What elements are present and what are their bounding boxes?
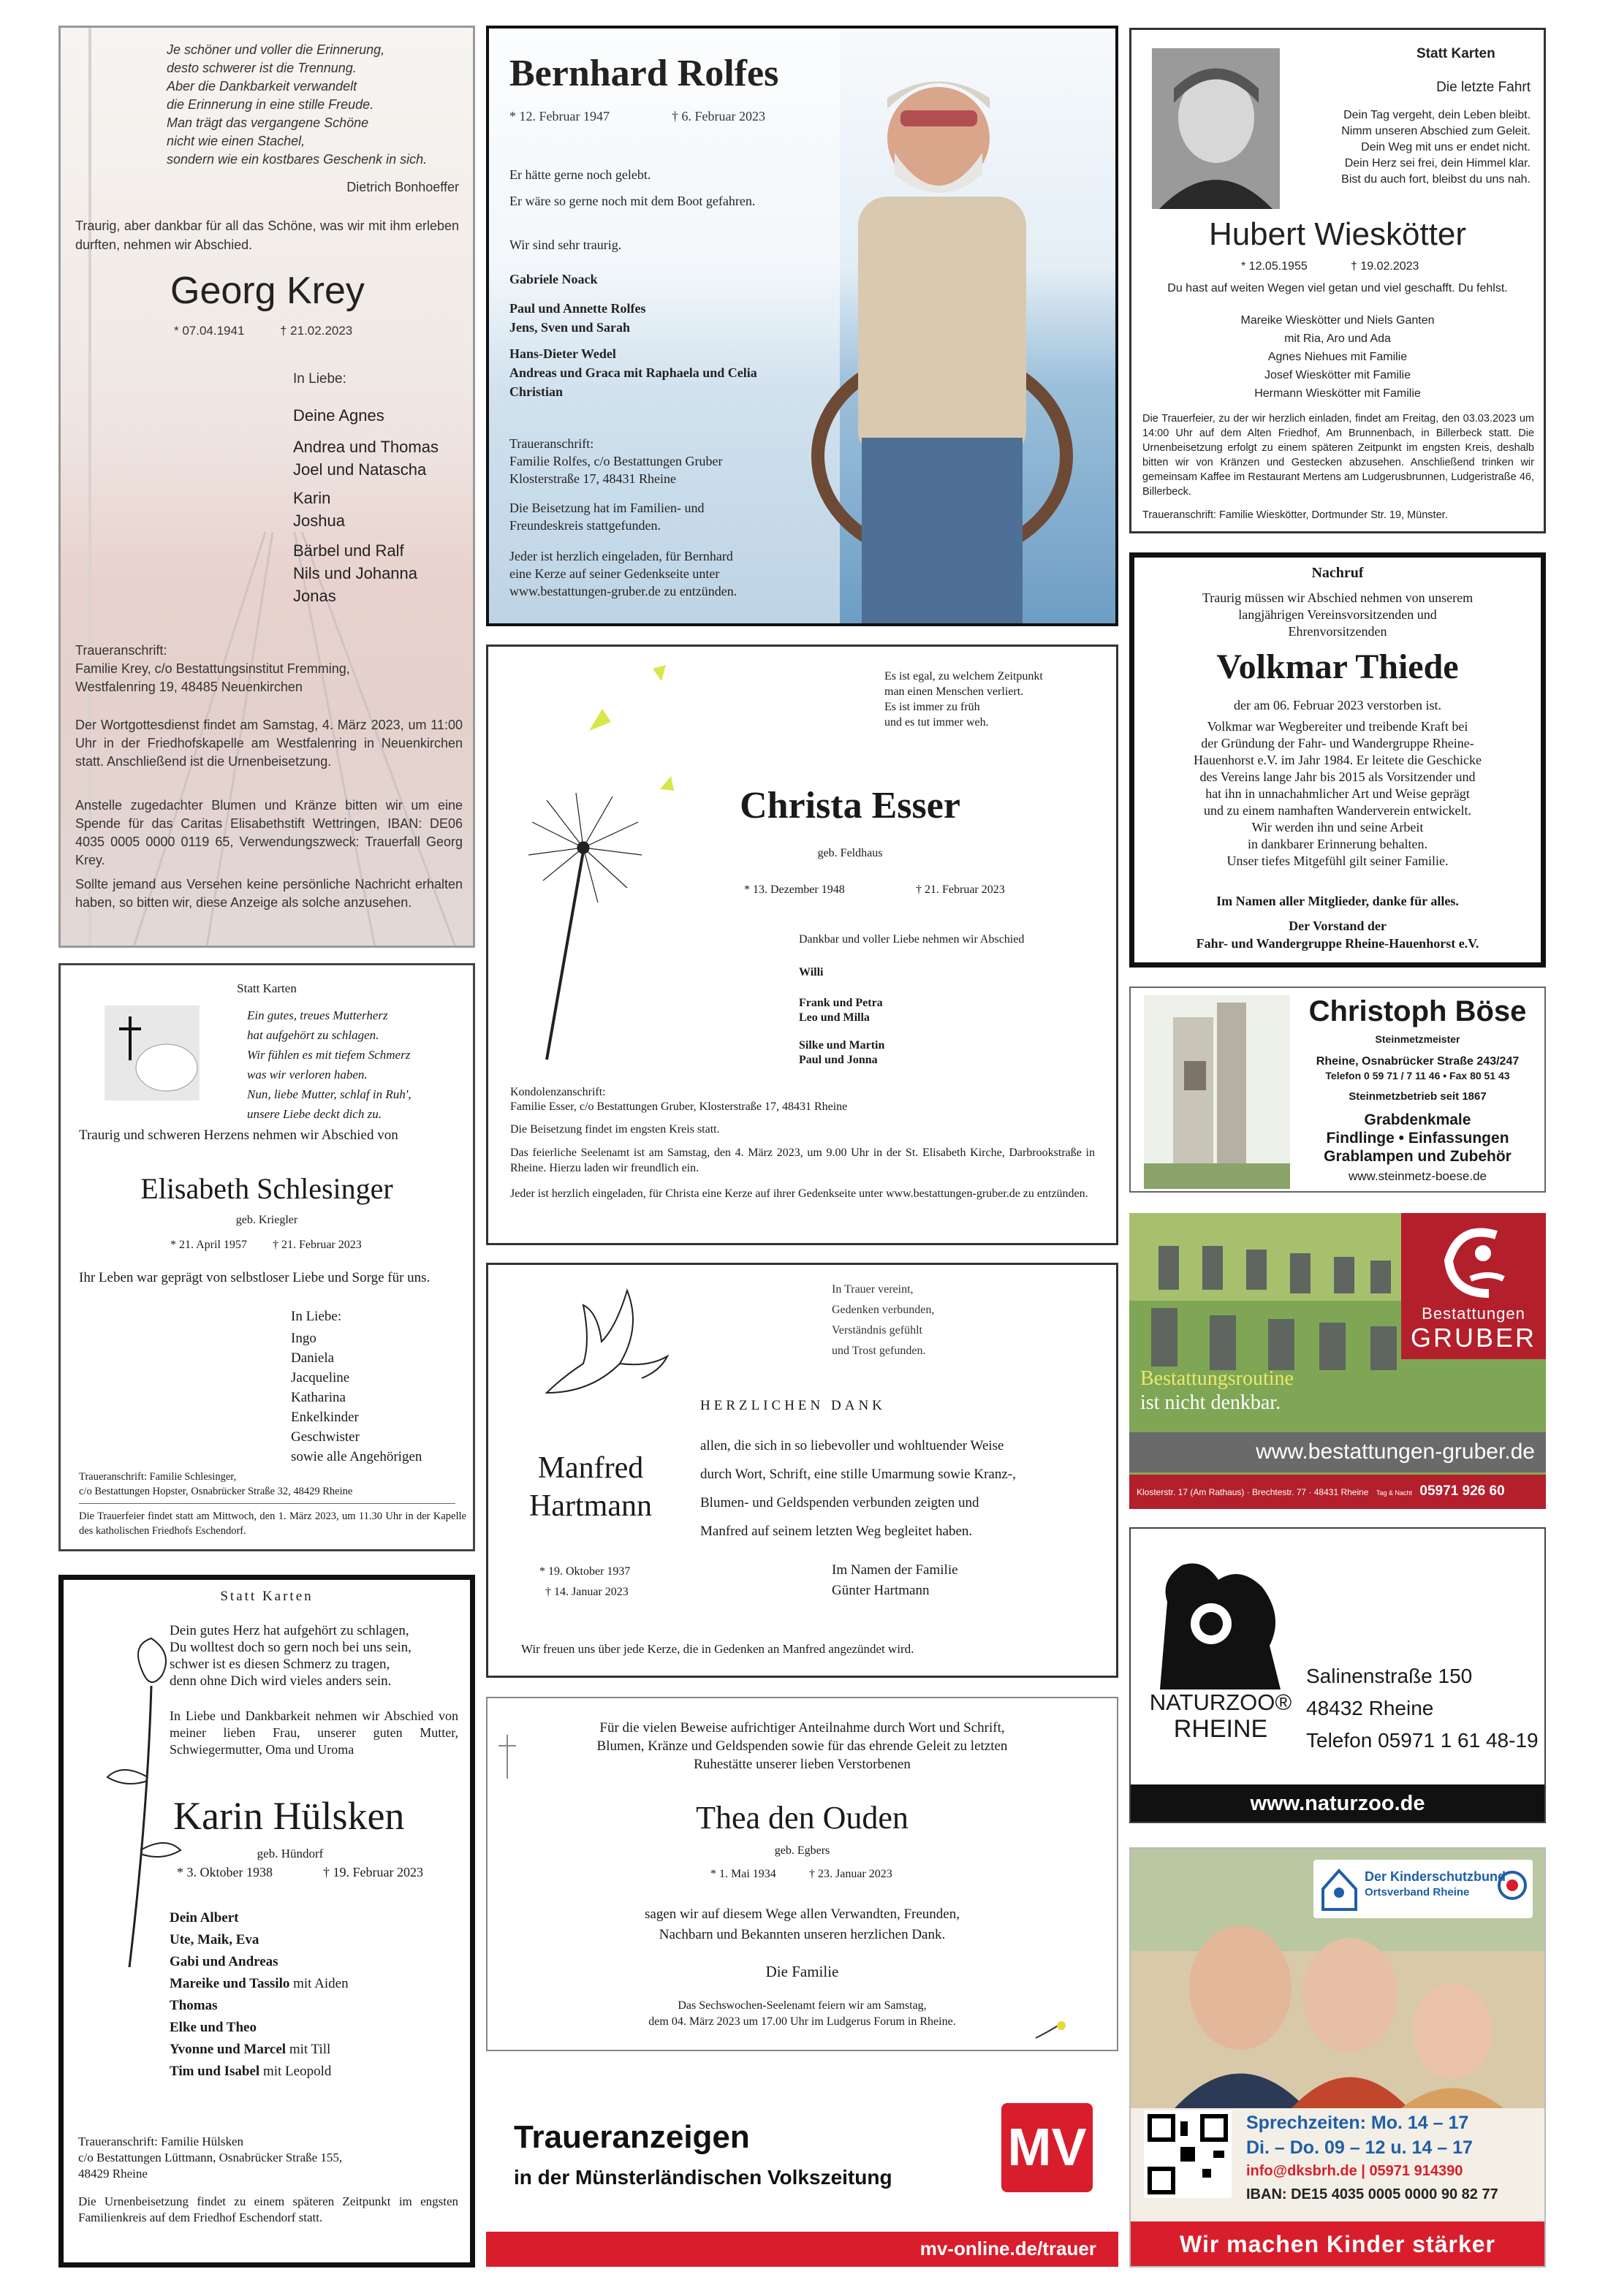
- tag-nacht-label: Tag & Nacht: [1376, 1489, 1412, 1497]
- zoo-logo-text: RHEINE: [1173, 1715, 1268, 1743]
- notice-christa-esser: [486, 645, 1118, 1245]
- ad-christoph-boese: [1129, 987, 1546, 1193]
- notice-volkmar-thiede: [1129, 552, 1546, 968]
- tagline: Du hast auf weiten Wegen viel getan und viel geschafft. Du fehlst.: [1167, 282, 1508, 294]
- intro-text: Traurig, aber dankbar für all das Schöne, was wir mit ihm erleben durften, nehmen wir Abschied.: [75, 218, 459, 252]
- mourner-name: Elke und Theo: [170, 2020, 257, 2035]
- mourner-name: Yvonne und Marcel: [170, 2042, 287, 2057]
- deceased-name: Elisabeth Schlesinger: [140, 1172, 393, 1205]
- address: Klosterstr. 17 (Am Rathaus) · Brechtestr. 77 · 48431 Rheine: [1137, 1487, 1369, 1497]
- birth-date: * 21. April 1957: [170, 1239, 247, 1251]
- quote-line: sondern wie ein kostbares Geschenk in sich.: [167, 152, 428, 167]
- mourner-name: Frank und Petra: [799, 997, 883, 1009]
- phone: Telefon 0 59 71 / 7 11 46 • Fax 80 51 43: [1325, 1070, 1510, 1082]
- poem-line: Du wolltest doch so gern noch bei uns sein,: [170, 1640, 412, 1655]
- dove-illustration: [532, 1283, 686, 1429]
- mourner-name: sowie alle Angehörigen: [291, 1449, 422, 1464]
- poem-line: denn ohne Dich wird vieles anders sein.: [170, 1673, 392, 1689]
- quote-line: und Trost gefunden.: [832, 1345, 926, 1357]
- quote-line: und es tut immer weh.: [884, 716, 989, 729]
- death-date: † 21.02.2023: [280, 324, 353, 338]
- notice-elisabeth-schlesinger: [58, 963, 475, 1551]
- burial-info: Die Beisetzung findet im engsten Kreis statt.: [510, 1123, 720, 1136]
- poem-line: Wir fühlen es mit tiefem Schmerz: [247, 1048, 411, 1062]
- last-name: Hartmann: [529, 1489, 652, 1523]
- mourner-name: Daniela: [291, 1350, 335, 1366]
- mourner-name: Tim und Isabel: [170, 2064, 260, 2079]
- deceased-name: Georg Krey: [170, 270, 365, 312]
- mourner-name: Ingo: [291, 1331, 316, 1346]
- thanks-line: sagen wir auf diesem Wege allen Verwandten, Freunden,: [645, 1907, 960, 1922]
- mass-info: Das feierliche Seelenamt ist am Samstag, den 4. März 2023, um 9.00 Uhr in der St. Elisabeth Kirche, Darbrookstraße in Rheine. Hierzu laden wir freundlich ein.: [510, 1147, 1095, 1174]
- death-date: † 23. Januar 2023: [809, 1868, 892, 1880]
- deceased-name: Bernhard Rolfes: [509, 53, 779, 94]
- text-line: der Gründung der Fahr- und Wandergruppe Rheine-: [1201, 736, 1474, 750]
- brand-name: GRUBER: [1410, 1323, 1537, 1353]
- family-line: Günter Hartmann: [832, 1583, 930, 1598]
- notice-georg-krey: [58, 26, 475, 948]
- death-date: † 19. Februar 2023: [323, 1865, 423, 1879]
- text-line: Wir werden ihn und seine Arbeit: [1251, 820, 1424, 835]
- slogan-line: ist nicht denkbar.: [1140, 1391, 1281, 1414]
- board-line: Fahr- und Wandergruppe Rheine-Hauenhorst e.V.: [1196, 936, 1479, 951]
- poem-line: Nimm unseren Abschied zum Geleit.: [1341, 125, 1531, 137]
- mourner-name: Joel und Natascha: [293, 460, 427, 479]
- mourner-line: Josef Wieskötter mit Familie: [1264, 369, 1411, 381]
- thanks-line: Nachbarn und Bekannten unseren herzlichen Dank.: [659, 1927, 946, 1942]
- mourner-name: Andreas und Graca mit Raphaela und Celia: [509, 365, 757, 380]
- mourner-name: Gabi und Andreas: [170, 1954, 278, 1969]
- mourner-name: Nils und Johanna: [293, 564, 418, 582]
- family-line: Im Namen der Familie: [832, 1562, 958, 1578]
- poem-line: Dein Herz sei frei, dein Himmel klar.: [1344, 157, 1531, 170]
- address-line: c/o Bestattungen Lüttmann, Osnabrücker Straße 155,: [78, 2151, 343, 2164]
- intro-line: langjährigen Vereinsvorsitzenden und: [1238, 607, 1437, 622]
- website-link[interactable]: mv-online.de/trauer: [919, 2238, 1096, 2259]
- quote-line: Man trägt das vergangene Schöne: [167, 115, 369, 130]
- intro-text: In Liebe und Dankbarkeit nehmen wir Abschied von meiner lieben Frau, unserer guten Mutter, Schwiegermutter, Oma und Uroma: [170, 1708, 458, 1757]
- notice-karin-huelsken: [58, 1575, 475, 2268]
- deceased-name: Hubert Wieskötter: [1208, 216, 1467, 252]
- mourner-entry: [170, 1951, 349, 1973]
- intro-line: Ehrenvorsitzenden: [1288, 624, 1387, 639]
- text-line: Er wäre so gerne noch mit dem Boot gefahren.: [509, 194, 756, 208]
- address-line: Familie Esser, c/o Bestattungen Gruber, Klosterstraße 17, 48431 Rheine: [510, 1101, 848, 1113]
- birth-date: * 12.05.1955: [1241, 260, 1308, 273]
- sad-text: Wir sind sehr traurig.: [509, 237, 622, 252]
- mourner-extra: mit Aiden: [293, 1976, 349, 1991]
- text-line: Hauenhorst e.V. im Jahr 1984. Er leitete die Geschicke: [1193, 753, 1482, 767]
- mourner-name: Jonas: [293, 587, 336, 605]
- mourner-entry: [170, 2039, 349, 2061]
- intro-line: Für die vielen Beweise aufrichtiger Anteilnahme durch Wort und Schrift,: [599, 1720, 1005, 1736]
- mourner-name: Thomas: [170, 1998, 218, 2013]
- quote-line: Es ist egal, zu welchem Zeitpunkt: [884, 670, 1043, 683]
- quote-line: man einen Menschen verliert.: [884, 685, 1024, 698]
- mourner-name: Dein Albert: [170, 1910, 239, 1926]
- phone: Telefon 05971 1 61 48-19: [1306, 1729, 1539, 1752]
- birth-date: * 07.04.1941: [174, 324, 245, 338]
- mourner-entry: [170, 1973, 349, 1995]
- street: Salinenstraße 150: [1306, 1665, 1473, 1687]
- notice-bernhard-rolfes: [486, 26, 1118, 626]
- office-hours: Sprechzeiten: Mo. 14 – 17: [1246, 2113, 1469, 2133]
- address-line: 48429 Rheine: [78, 2167, 148, 2181]
- service-line: Grabdenkmale: [1364, 1111, 1471, 1128]
- intro-line: Traurig müssen wir Abschied nehmen von unserem: [1202, 590, 1474, 605]
- intro-line: Blumen, Kränze und Geldspenden sowie für das ehrende Geleit zu letzten: [596, 1738, 1008, 1754]
- ad-naturzoo-rheine: [1129, 1527, 1546, 1823]
- dandelion-illustration: [503, 661, 693, 1071]
- address-line: Traueranschrift: Familie Wieskötter, Dortmunder Str. 19, Münster.: [1142, 509, 1448, 521]
- burial-info: Die Urnenbeisetzung findet zu einem späteren Zeitpunkt im engsten Familienkreis auf dem Friedhof Eschendorf statt.: [78, 2194, 458, 2224]
- notice-hubert-wieskoetter: [1129, 28, 1546, 533]
- address-line: c/o Bestattungen Hopster, Osnabrücker Straße 32, 48429 Rheine: [79, 1486, 353, 1497]
- slogan-line: Bestattungsroutine: [1140, 1367, 1294, 1390]
- mourner-name: Paul und Jonna: [799, 1054, 878, 1066]
- statt-karten-label: Statt Karten: [1417, 46, 1495, 61]
- quote-line: die Erinnerung in eine stille Freude.: [167, 97, 374, 112]
- mourner-name: Deine Agnes: [293, 406, 384, 425]
- ad-title: Traueranzeigen: [514, 2119, 750, 2155]
- mourner-line: Hermann Wieskötter mit Familie: [1254, 387, 1421, 400]
- mourner-name: Mareike und Tassilo: [170, 1976, 290, 1991]
- website-link[interactable]: www.bestattungen-gruber.de: [1256, 1440, 1535, 1464]
- mourner-entry: [170, 1995, 349, 2017]
- mourner-line: Mareike Wieskötter und Niels Ganten: [1240, 314, 1435, 327]
- address-line: Traueranschrift:: [509, 436, 594, 451]
- notice-manfred-hartmann: [486, 1263, 1118, 1678]
- mourner-extra: mit Leopold: [262, 2064, 332, 2079]
- address-line: Traueranschrift: Familie Hülsken: [78, 2135, 243, 2148]
- birth-date: * 3. Oktober 1938: [177, 1865, 273, 1879]
- contact-bar: [1129, 1475, 1546, 1509]
- cross-rose-image: [105, 1006, 200, 1101]
- poem-line: Dein gutes Herz hat aufgehört zu schlagen,: [170, 1623, 409, 1638]
- address-line: Kondolenzanschrift:: [510, 1086, 606, 1098]
- ad-bestattungen-gruber: [1129, 1213, 1546, 1509]
- maiden-name: geb. Kriegler: [235, 1214, 298, 1226]
- mourner-entry: [170, 1929, 349, 1951]
- mourner-name: Joshua: [293, 512, 345, 530]
- mourner-name: Willi: [799, 966, 824, 978]
- mourner-entry: [170, 1907, 349, 1929]
- burial-line: Die Beisetzung hat im Familien- und: [509, 501, 705, 515]
- mourner-name: Hans-Dieter Wedel: [509, 346, 616, 361]
- mourner-name: Leo und Milla: [799, 1011, 870, 1024]
- quote-line: Verständnis gefühlt: [832, 1324, 922, 1337]
- thanks-heading: HERZLICHEN DANK: [700, 1398, 886, 1413]
- death-line: der am 06. Februar 2023 verstorben ist.: [1234, 698, 1441, 712]
- poem-line: was wir verloren haben.: [247, 1068, 368, 1082]
- members-thanks: Im Namen aller Mitglieder, danke für alles.: [1216, 894, 1459, 908]
- statt-karten-label: Statt Karten: [220, 1589, 314, 1604]
- quote-line: Aber die Dankbarkeit verwandelt: [167, 79, 357, 94]
- in-love-label: In Liebe:: [291, 1309, 342, 1324]
- notice-thea-den-ouden: [486, 1697, 1118, 2051]
- mourner-name: Geschwister: [291, 1429, 360, 1445]
- qr-code[interactable]: [1144, 2110, 1232, 2198]
- poem-line: unsere Liebe deckt dich zu.: [247, 1107, 382, 1121]
- board-line: Der Vorstand der: [1289, 919, 1387, 933]
- birth-date: * 13. Dezember 1948: [744, 883, 845, 896]
- text-line: in dankbarer Erinnerung behalten.: [1248, 837, 1427, 851]
- mv-logo: MV: [1001, 2103, 1093, 2192]
- text-line: allen, die sich in so liebevoller und wohltuender Weise: [700, 1438, 1004, 1453]
- emblem-icon: [1496, 1867, 1529, 1911]
- birth-date: * 19. Oktober 1937: [539, 1565, 631, 1578]
- mourner-extra: mit Till: [289, 2042, 331, 2057]
- maiden-name: geb. Egbers: [774, 1844, 830, 1857]
- zoo-logo-text: NATURZOO®: [1149, 1689, 1292, 1715]
- service-info: Der Wortgottesdienst findet am Samstag, 4. März 2023, um 11:00 Uhr in der Friedhofskapelle am Westfalenring in Neuenkirchen statt. Anschließend ist die Urnenbeisetzung.: [75, 718, 463, 769]
- website-bar: [1129, 1432, 1546, 1472]
- website-bar: [1131, 1784, 1544, 1823]
- deceased-name: Thea den Ouden: [696, 1800, 909, 1836]
- mourner-name: Gabriele Noack: [509, 272, 598, 286]
- mourner-name: Karin: [293, 489, 331, 507]
- mourner-entry: [170, 2017, 349, 2039]
- ad-mv-traueranzeigen: [486, 2099, 1118, 2268]
- maiden-name: geb. Hündorf: [257, 1847, 324, 1860]
- mourner-name: Jacqueline: [291, 1370, 350, 1385]
- text-line: und zu einem namhaften Wanderverein entwickelt.: [1203, 803, 1472, 818]
- address: Rheine, Osnabrücker Straße 243/247: [1316, 1055, 1520, 1068]
- service-line: Grablampen und Zubehör: [1324, 1148, 1512, 1165]
- mass-line: dem 04. März 2023 um 17.00 Uhr im Ludgerus Forum in Rheine.: [648, 2015, 956, 2028]
- donation-info: Anstelle zugedachter Blumen und Kränze bitten wir um eine Spende für das Caritas Elisabethstift Wettringen, IBAN: DE06 4035 0005 0000 0119 65, Verwendungszweck: Trauerfall Georg Krey.: [75, 798, 463, 867]
- death-date: † 6. Februar 2023: [672, 109, 765, 123]
- text-line: durch Wort, Schrift, eine stille Umarmung sowie Kranz-,: [700, 1467, 1016, 1482]
- in-love-label: In Liebe:: [293, 371, 346, 387]
- quote-line: desto schwerer ist die Trennung.: [167, 61, 357, 75]
- address-line: Traueranschrift: Familie Schlesinger,: [79, 1471, 237, 1483]
- poem-line: schwer ist es diesen Schmerz zu tragen,: [170, 1657, 390, 1672]
- death-date: † 21. Februar 2023: [273, 1239, 362, 1251]
- address-line: Familie Krey, c/o Bestattungsinstitut Fremming,: [75, 661, 350, 676]
- poem-line: Bist du auch fort, bleibst du uns nah.: [1341, 173, 1531, 186]
- poem-line: Dein Weg mit uns er endet nicht.: [1361, 141, 1531, 153]
- life-text: Ihr Leben war geprägt von selbstloser Liebe und Sorge für uns.: [79, 1270, 431, 1285]
- portrait-photo: [1152, 48, 1280, 209]
- flower-icon: [1032, 2020, 1069, 2042]
- text-line: hat ihn in unnachahmlicher Art und Weise geprägt: [1205, 786, 1470, 801]
- house-logo-icon: [1319, 1867, 1359, 1911]
- divider: [79, 1503, 455, 1504]
- thanks-line: Dankbar und voller Liebe nehmen wir Abschied: [799, 933, 1025, 946]
- family-signature: Die Familie: [765, 1963, 839, 1980]
- org-name: Der Kinderschutzbund: [1365, 1869, 1506, 1884]
- deceased-name: Christa Esser: [740, 785, 960, 826]
- death-date: † 14. Januar 2023: [545, 1586, 629, 1598]
- company-name: Christoph Böse: [1308, 995, 1527, 1027]
- mourner-name: Bärbel und Ralf: [293, 541, 404, 560]
- birth-date: * 1. Mai 1934: [710, 1868, 776, 1880]
- zoo-logo-icon: [1145, 1558, 1292, 1697]
- ad-kinderschutzbund: [1129, 1847, 1546, 2268]
- poem-line: Ein gutes, treues Mutterherz: [247, 1008, 388, 1022]
- invite-line: Jeder ist herzlich eingeladen, für Bernhard: [509, 549, 733, 563]
- city: 48432 Rheine: [1306, 1697, 1434, 1719]
- burial-line: Freundeskreis stattgefunden.: [509, 518, 661, 533]
- maiden-name: geb. Feldhaus: [817, 847, 883, 859]
- poem-line: Dein Tag vergeht, dein Leben bleibt.: [1343, 109, 1531, 121]
- since-line: Steinmetzbetrieb seit 1867: [1349, 1090, 1487, 1103]
- poem-line: Nun, liebe Mutter, schlaf in Ruh',: [247, 1087, 412, 1101]
- phone: 05971 926 60: [1419, 1483, 1505, 1499]
- text-line: Volkmar war Wegbereiter und treibende Kraft bei: [1207, 719, 1468, 734]
- website-link[interactable]: www.steinmetz-boese.de: [1349, 1169, 1487, 1183]
- mourner-line: Agnes Niehues mit Familie: [1267, 351, 1408, 363]
- address-line: Klosterstraße 17, 48431 Rheine: [509, 471, 676, 486]
- text-line: Er hätte gerne noch gelebt.: [509, 167, 651, 182]
- mourner-entry: [170, 2061, 349, 2083]
- gruber-logo-block: [1401, 1213, 1546, 1359]
- address-line: Westfalenring 19, 48485 Neuenkirchen: [75, 680, 303, 694]
- gravestone-image: [1144, 995, 1290, 1189]
- mourner-line: mit Ria, Aro und Ada: [1284, 332, 1391, 345]
- intro-text: Traurig und schweren Herzens nehmen wir Abschied von: [79, 1128, 398, 1143]
- ceremony-details: Die Trauerfeier, zu der wir herzlich einladen, findet am Freitag, den 03.03.2023 um 14:00 Uhr auf dem Alten Friedhof, Am Brunnenbach, in Billerbeck statt. Die Urnenbeisetzung erfolgt zu einem späteren Zeitpunkt im engsten Kreis, deshalb bitten wir von Kränzen und Gestecken abzusehen. Anschließend trinken wir gemeinsam Kaffee im Restaurant Mertens am Ludgerusbrunnen, Ludgeristraße 46, Billerbeck.: [1142, 413, 1534, 498]
- quote-line: In Trauer vereint,: [832, 1283, 914, 1296]
- text-line: Unser tiefes Mitgefühl gilt seiner Familie.: [1226, 854, 1449, 868]
- job-title: Steinmetzmeister: [1375, 1033, 1460, 1045]
- quote-line: nicht wie einen Stachel,: [167, 134, 306, 148]
- death-date: † 19.02.2023: [1351, 260, 1419, 273]
- death-date: † 21. Februar 2023: [916, 883, 1005, 896]
- mourner-name: Katharina: [291, 1390, 346, 1405]
- candle-note: Wir freuen uns über jede Kerze, die in Gedenken an Manfred angezündet wird.: [521, 1642, 914, 1656]
- birth-date: * 12. Februar 1947: [509, 109, 610, 123]
- ad-subtitle: in der Münsterländischen Volkszeitung: [514, 2166, 892, 2189]
- quote-line: Es ist immer zu früh: [884, 701, 980, 713]
- brand-line: Bestattungen: [1422, 1304, 1525, 1323]
- text-line: Manfred auf seinem letzten Weg begleitet haben.: [700, 1524, 973, 1539]
- statt-karten-label: Statt Karten: [237, 981, 297, 995]
- website-link[interactable]: www.naturzoo.de: [1250, 1792, 1425, 1815]
- mourner-name: Andrea und Thomas: [293, 438, 439, 456]
- text-line: des Vereins lange Jahr bis 2015 als Vorsitzender und: [1199, 769, 1476, 784]
- org-branch: Ortsverband Rheine: [1365, 1886, 1470, 1898]
- invite-line: eine Kerze auf seiner Gedenkseite unter: [509, 566, 720, 581]
- ksb-logo-block: [1313, 1860, 1533, 1918]
- notification-note: Sollte jemand aus Versehen keine persönliche Nachricht erhalten haben, so bitten wir, diese Anzeige als solche anzusehen.: [75, 877, 463, 910]
- mourner-name: Jens, Sven und Sarah: [509, 320, 631, 335]
- deceased-name: Volkmar Thiede: [1216, 647, 1459, 686]
- invite-line: www.bestattungen-gruber.de zu entzünden.: [509, 584, 737, 598]
- quote-line: Je schöner und voller die Erinnerung,: [167, 42, 385, 57]
- poem-line: hat aufgehört zu schlagen.: [247, 1028, 379, 1042]
- contact-line: info@dksbrh.de | 05971 914390: [1246, 2163, 1463, 2179]
- address-line: Traueranschrift:: [75, 643, 167, 658]
- nachruf-label: Nachruf: [1311, 565, 1364, 581]
- iban-line: IBAN: DE15 4035 0005 0000 90 82 77: [1246, 2186, 1498, 2202]
- mourner-name: Christian: [509, 384, 564, 399]
- service-info: Die Trauerfeier findet statt am Mittwoch, den 1. März 2023, um 11.30 Uhr in der Kapelle des katholischen Friedhofs Eschendorf.: [79, 1510, 466, 1537]
- quote-line: Gedenken verbunden,: [832, 1304, 935, 1316]
- mourner-name: Silke und Martin: [799, 1039, 885, 1052]
- intro-line: Ruhestätte unserer lieben Verstorbenen: [694, 1757, 911, 1772]
- url-bar: [486, 2232, 1118, 2267]
- mass-line: Das Sechswochen-Seelenamt feiern wir am Samstag,: [678, 1999, 927, 2012]
- slogan-bar: Wir machen Kinder stärker: [1131, 2221, 1544, 2268]
- text-line: Blumen- und Geldspenden verbunden zeigten und: [700, 1495, 979, 1510]
- first-name: Manfred: [537, 1451, 644, 1485]
- office-hours: Di. – Do. 09 – 12 u. 14 – 17: [1246, 2137, 1473, 2158]
- poem-title: Die letzte Fahrt: [1436, 80, 1531, 95]
- gruber-logo-icon: [1430, 1220, 1517, 1301]
- deceased-name: Karin Hülsken: [173, 1794, 405, 1838]
- address-line: Familie Rolfes, c/o Bestattungen Gruber: [509, 454, 723, 468]
- mourner-name: Ute, Maik, Eva: [170, 1932, 259, 1947]
- quote-author: Dietrich Bonhoeffer: [346, 180, 459, 194]
- mourner-name: Enkelkinder: [291, 1410, 359, 1425]
- invite-info: Jeder ist herzlich eingeladen, für Christa eine Kerze auf ihrer Gedenkseite unter www.bestattungen-gruber.de zu entzünden.: [510, 1187, 1088, 1200]
- service-line: Findlinge • Einfassungen: [1326, 1130, 1509, 1147]
- mourner-name: Paul und Annette Rolfes: [509, 301, 646, 316]
